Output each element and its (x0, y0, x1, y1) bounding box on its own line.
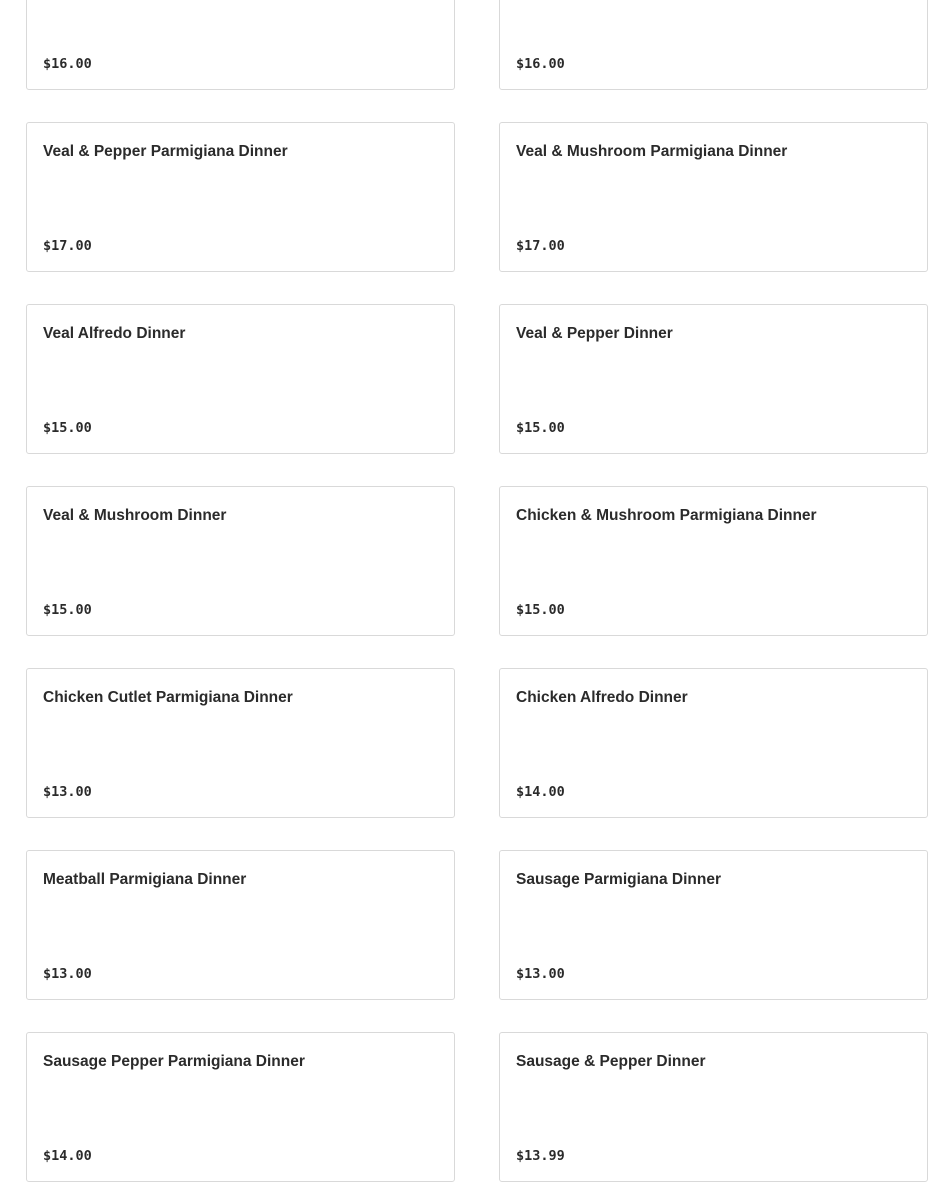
menu-item-name: Chicken Alfredo Dinner (516, 689, 688, 706)
menu-item-price: $13.00 (43, 966, 92, 982)
menu-item-card[interactable] (26, 486, 455, 636)
menu-item-price: $13.00 (516, 966, 565, 982)
menu-item-card[interactable] (26, 1032, 455, 1182)
menu-item-card[interactable] (499, 1032, 928, 1182)
menu-item-name: Chicken & Mushroom Parmigiana Dinner (516, 507, 817, 524)
menu-item-name: Veal & Mushroom Dinner (43, 507, 227, 524)
menu-item-card[interactable] (26, 304, 455, 454)
menu-item-price: $15.00 (43, 602, 92, 618)
menu-item-name: Sausage Pepper Parmigiana Dinner (43, 1053, 305, 1070)
menu-item-price: $17.00 (516, 238, 565, 254)
menu-item-card[interactable] (26, 850, 455, 1000)
menu-item-card[interactable] (26, 668, 455, 818)
menu-item-card[interactable] (499, 304, 928, 454)
menu-item-card[interactable] (26, 0, 455, 90)
menu-item-price: $15.00 (516, 602, 565, 618)
menu-item-price: $17.00 (43, 238, 92, 254)
menu-item-card[interactable] (499, 850, 928, 1000)
menu-item-name: Veal Alfredo Dinner (43, 325, 186, 342)
menu-item-price: $14.00 (43, 1148, 92, 1164)
menu-item-card[interactable] (499, 668, 928, 818)
menu-item-name: Sausage & Pepper Dinner (516, 1053, 706, 1070)
menu-item-card[interactable] (499, 0, 928, 90)
menu-item-name: Veal & Mushroom Parmigiana Dinner (516, 143, 788, 160)
menu-item-name: Veal & Pepper Dinner (516, 325, 673, 342)
menu-item-price: $13.99 (516, 1148, 565, 1164)
menu-item-name: Veal & Pepper Parmigiana Dinner (43, 143, 288, 160)
menu-item-price: $14.00 (516, 784, 565, 800)
menu-item-price: $15.00 (516, 420, 565, 436)
menu-item-card[interactable] (499, 122, 928, 272)
menu-item-card[interactable] (26, 122, 455, 272)
menu-item-name: Meatball Parmigiana Dinner (43, 871, 247, 888)
menu-item-card[interactable] (499, 486, 928, 636)
menu-item-price: $13.00 (43, 784, 92, 800)
menu-item-grid (26, 0, 928, 1182)
menu-item-price: $16.00 (516, 56, 565, 72)
menu-item-price: $16.00 (43, 56, 92, 72)
menu-item-name: Sausage Parmigiana Dinner (516, 871, 722, 888)
menu-item-name: Chicken Cutlet Parmigiana Dinner (43, 689, 293, 706)
menu-item-price: $15.00 (43, 420, 92, 436)
